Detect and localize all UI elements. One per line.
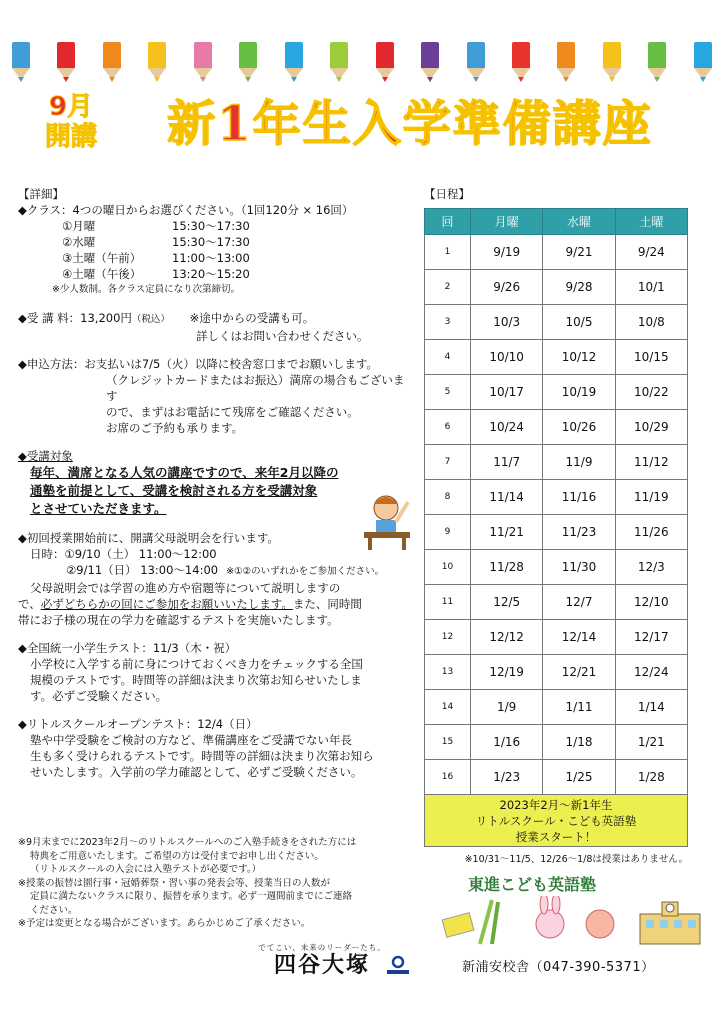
session-number-cell: 5 [425,375,471,410]
date-cell: 10/3 [471,305,543,340]
note-line: （リトルスクールの入会には入塾テストが必要です。） [30,864,262,875]
column-header: 水曜 [543,209,615,235]
table-row [425,725,688,760]
class-line: ◆クラス：4つの曜日からお選びください。（1回120分 × 16回） [18,203,354,217]
pencil-icon [12,42,30,82]
start-announcement-banner [424,795,688,847]
briefing-date-1: 日時：①9/10（土） 11:00～12:00 [30,547,217,561]
page-title: 新1年生入学準備講座 [167,96,653,152]
target-heading: ◆受講対象 [18,449,73,463]
logo-tagline: でてこい、未来のリーダーたち。 [258,943,386,952]
date-cell: 11/30 [543,550,615,585]
date-cell: 11/28 [471,550,543,585]
table-row [425,270,688,305]
note-line: ※9月末までに2023年2月～のリトルスクールへのご入塾手続きをされた方には [18,837,357,848]
target-text: 毎年、満席となる人気の講座ですので、来年2月以降の [30,465,339,480]
note-line: ください。 [30,904,78,916]
details-heading: 【詳細】 [18,187,64,201]
open-test-text: 塾や中学受験をご検討の方など、準備講座をご受講でない年長 [30,733,352,747]
open-test-text: 生も多く受けられるテストです。時間等の詳細は決まり次第お知ら [30,749,374,763]
target-text: 通塾を前提として、受講を検討される方を受講対象 [30,483,318,498]
banner-line: 2023年2月～新1年生 [499,798,613,812]
session-number-cell: 4 [425,340,471,375]
session-number-cell: 13 [425,655,471,690]
schedule-section [424,186,688,865]
session-number-cell: 6 [425,410,471,445]
briefing-text-part: また、同時間 [292,597,362,611]
date-cell: 9/26 [471,270,543,305]
session-number-cell: 9 [425,515,471,550]
date-cell: 11/26 [615,515,687,550]
briefing-date-2-row [18,562,414,580]
date-cell: 1/16 [471,725,543,760]
table-row [425,515,688,550]
table-row [425,410,688,445]
fee-line [18,310,414,328]
pencil-icon [57,42,75,82]
apply-line: お席のご予約も承ります。 [106,421,244,435]
details-section [18,186,414,780]
date-cell: 11/23 [543,515,615,550]
yotsuya-mark-icon [386,954,410,976]
class-name: ③土曜（午前） [62,251,142,265]
briefing-date-2: ②9/11（日） 13:00～14:00 [66,563,219,577]
table-row [425,480,688,515]
schedule-heading: 【日程】 [424,187,470,201]
date-cell: 1/14 [615,690,687,725]
session-number-cell: 12 [425,620,471,655]
national-test-text: 小学校に入学する前に身につけておくべき力をチェックする全国 [30,657,363,671]
session-number-cell: 10 [425,550,471,585]
notes-block [18,836,418,931]
date-cell: 12/7 [543,585,615,620]
session-number-cell: 14 [425,690,471,725]
session-number-cell: 15 [425,725,471,760]
session-number-cell: 16 [425,760,471,795]
student-illustration [360,488,414,550]
session-number-cell: 2 [425,270,471,305]
date-cell: 1/18 [543,725,615,760]
table-row [425,585,688,620]
session-number-cell: 7 [425,445,471,480]
class-time: 13:20～15:20 [172,267,250,281]
date-cell: 10/5 [543,305,615,340]
class-name: ②水曜 [62,235,96,249]
national-test-text: 規模のテストです。時間等の詳細は決まり次第お知らせいたしま [30,673,362,687]
date-cell: 10/19 [543,375,615,410]
apply-line: ◆申込方法：お支払いは7/5（火）以降に校舎窓口までお願いします。 [18,357,378,371]
date-cell: 10/24 [471,410,543,445]
date-cell: 1/11 [543,690,615,725]
logo-name: 四谷大塚 [273,953,370,978]
class-note: ※少人数制。各クラス定員になり次第締切。 [52,284,241,295]
pencil-icon [467,42,485,82]
table-row [425,620,688,655]
date-cell: 12/5 [471,585,543,620]
date-cell: 11/9 [543,445,615,480]
date-cell: 11/14 [471,480,543,515]
session-number-cell: 8 [425,480,471,515]
no-class-note: ※10/31～11/5、12/26～1/8は授業はありません。 [464,854,688,865]
date-cell: 10/15 [615,340,687,375]
pencil-icon [557,42,575,82]
pencil-icon [285,42,303,82]
fee-note-2: 詳しくはお問い合わせください。 [196,329,369,343]
target-text: とさせていただきます。 [30,501,167,516]
class-time: 11:00～13:00 [172,251,250,265]
open-test-line: ◆リトルスクールオープンテスト：12/4（日） [18,717,258,731]
class-name: ①月曜 [62,219,96,233]
date-cell: 10/10 [471,340,543,375]
class-item [18,266,414,282]
date-cell: 1/25 [543,760,615,795]
note-line: ※予定は変更となる場合がございます。あらかじめご了承ください。 [18,918,311,929]
briefing-text: 父母説明会では学習の進め方や宿題等について説明しますの [30,581,341,595]
date-cell: 9/24 [615,235,687,270]
column-header: 土曜 [615,209,687,235]
table-row [425,690,688,725]
class-time: 15:30～17:30 [172,235,250,249]
pencil-icon [330,42,348,82]
briefing-date-note: ※①②のいずれかをご参加ください。 [226,566,385,577]
banner-line: リトルスクール・こども英語塾 [475,814,637,828]
date-cell: 11/7 [471,445,543,480]
fee-label: ◆受 講 料：13,200円 [18,311,132,325]
briefing-line: ◆初回授業開始前に、開講父母説明会を行います。 [18,531,279,545]
class-item [18,234,414,250]
date-cell: 1/28 [615,760,687,795]
table-row [425,235,688,270]
pencil-icon [194,42,212,82]
date-cell: 12/10 [615,585,687,620]
mascot-illustration [440,896,710,946]
session-number-cell: 11 [425,585,471,620]
date-cell: 9/28 [543,270,615,305]
date-cell: 12/12 [471,620,543,655]
open-test-text: せいたします。入学前の学力確認として、必ずご受験ください。 [30,765,363,779]
toshin-kids-english-logo: 東進こども英語塾 [468,875,597,894]
table-header-row [425,209,688,235]
date-cell: 10/29 [615,410,687,445]
briefing-text [18,596,414,612]
pencil-icon [421,42,439,82]
apply-line: ので、まずはお電話にて残席をご確認ください。 [106,405,359,419]
date-cell: 9/21 [543,235,615,270]
class-time: 15:30～17:30 [172,219,250,233]
table-row [425,445,688,480]
table-row [425,760,688,795]
table-row [425,305,688,340]
date-cell: 11/12 [615,445,687,480]
date-cell: 10/26 [543,410,615,445]
column-header: 回 [425,209,471,235]
date-cell: 10/22 [615,375,687,410]
campus-contact: 新浦安校舎（047-390-5371） [462,960,655,975]
pencil-icon [239,42,257,82]
date-cell: 12/19 [471,655,543,690]
date-cell: 12/24 [615,655,687,690]
date-cell: 11/19 [615,480,687,515]
apply-line: （クレジットカードまたはお振込）満席の場合もございます [106,373,405,403]
note-line: 特典をご用意いたします。ご希望の方は受付までお申し出ください。 [30,850,324,862]
opening-text: 開講 [44,122,97,152]
month-text: 9月 [48,92,94,122]
date-cell: 9/19 [471,235,543,270]
opening-month-label [36,92,106,152]
briefing-emphasis: 必ずどちらかの回にご参加をお願いいたします。 [40,597,293,611]
date-cell: 12/17 [615,620,687,655]
pencil-icon [512,42,530,82]
national-test-text: す。必ずご受験ください。 [30,689,168,703]
national-test-line: ◆全国統一小学生テスト：11/3（木・祝） [18,641,237,655]
date-cell: 11/16 [543,480,615,515]
date-cell: 1/9 [471,690,543,725]
table-row [425,655,688,690]
pencil-icon [694,42,712,82]
briefing-text: 帯にお子様の現在の学力を確認するテストを実施いたします。 [18,613,339,627]
fee-note: ※途中からの受講も可。 [189,311,315,325]
date-cell: 10/8 [615,305,687,340]
note-line: ※授業の振替は園行事・冠婚葬祭・習い事の発表会等、授業当日の人数が [18,877,330,889]
column-header: 月曜 [471,209,543,235]
date-cell: 12/14 [543,620,615,655]
table-row [425,550,688,585]
schedule-table [424,208,688,795]
class-name: ④土曜（午後） [62,267,142,281]
pencil-icon [148,42,166,82]
class-item [18,250,414,266]
pencil-icon [376,42,394,82]
pencil-icon [603,42,621,82]
date-cell: 1/21 [615,725,687,760]
pencil-decoration-row [12,42,712,84]
date-cell: 12/21 [543,655,615,690]
date-cell: 10/17 [471,375,543,410]
date-cell: 11/21 [471,515,543,550]
class-item [18,218,414,234]
table-row [425,340,688,375]
date-cell: 10/1 [615,270,687,305]
banner-line: 授業スタート！ [515,830,597,844]
pencil-icon [103,42,121,82]
session-number-cell: 3 [425,305,471,340]
briefing-text-part: で、 [18,597,41,611]
session-number-cell: 1 [425,235,471,270]
date-cell: 12/3 [615,550,687,585]
table-row [425,375,688,410]
date-cell: 10/12 [543,340,615,375]
fee-tax: （税込） [131,314,170,325]
date-cell: 1/23 [471,760,543,795]
yotsuya-otsuka-logo [232,942,412,988]
note-line: 定員に満たないクラスに限り、振替を承ります。必ず一週間前までにご連絡 [30,891,352,902]
pencil-icon [648,42,666,82]
